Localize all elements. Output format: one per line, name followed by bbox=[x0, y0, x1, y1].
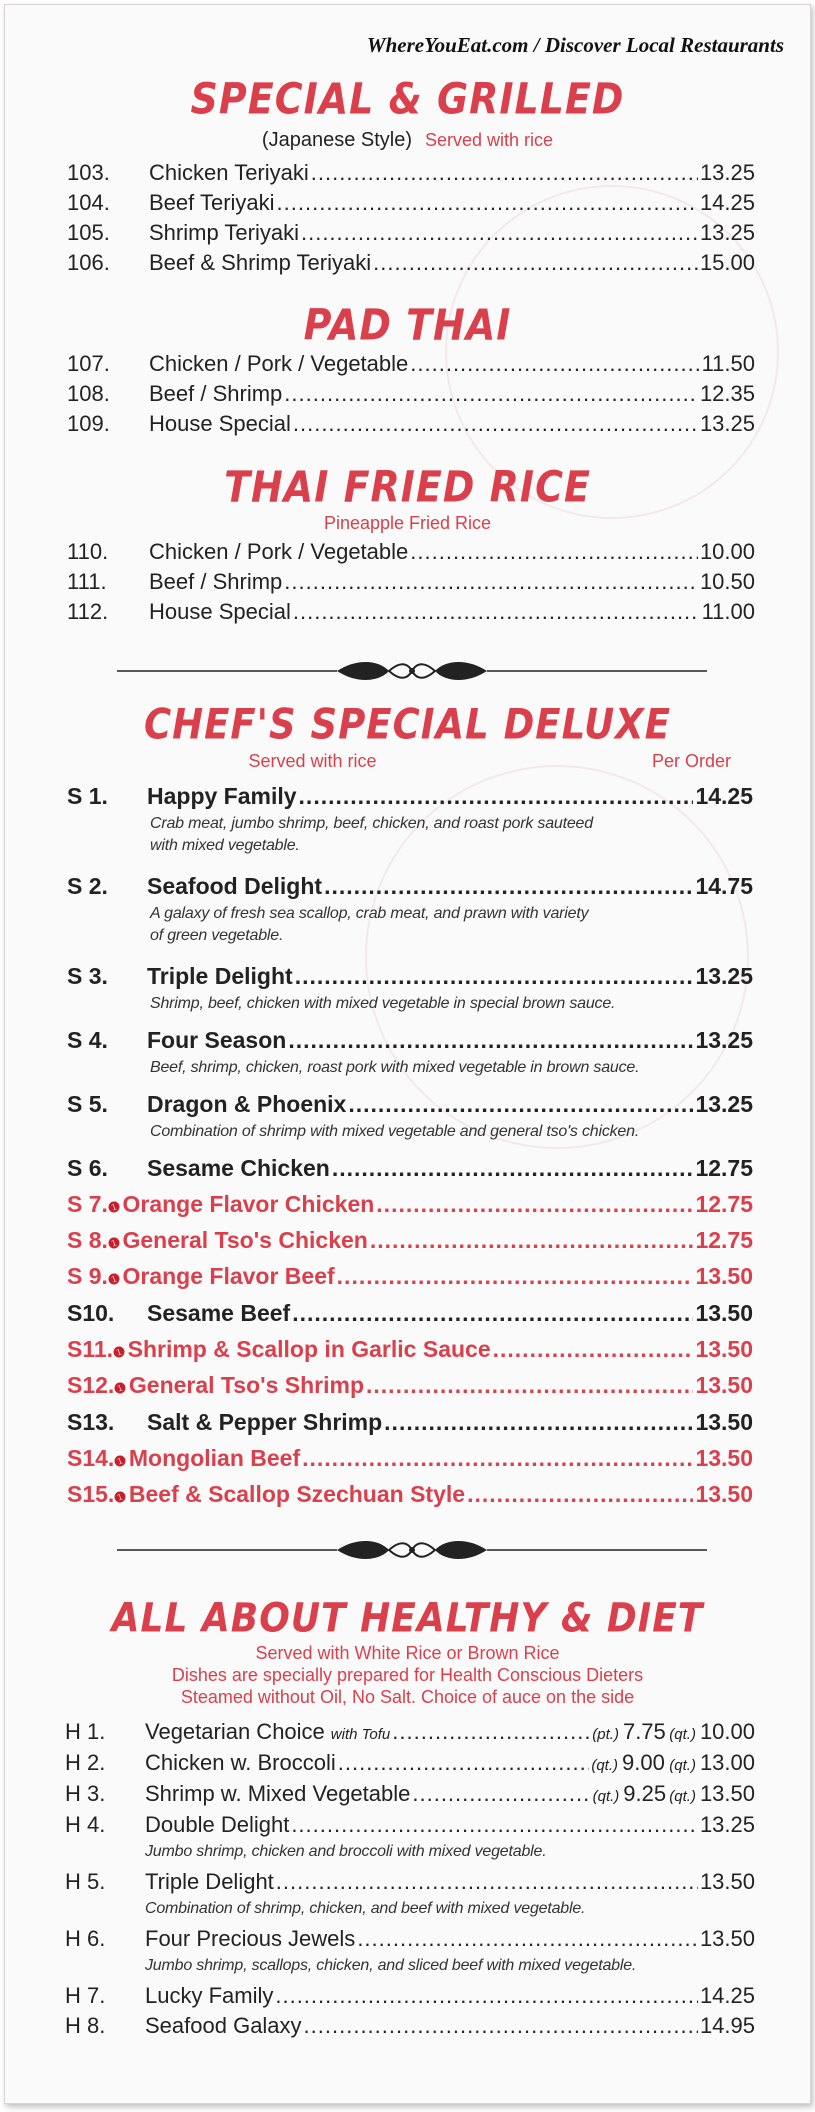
item-name: Beef / Shrimp bbox=[149, 569, 283, 594]
leader-dots bbox=[293, 411, 698, 437]
leader-dots bbox=[301, 220, 698, 246]
pint-label: (qt.) bbox=[592, 1788, 620, 1805]
menu-item[interactable] bbox=[67, 250, 755, 276]
item-number: 107. bbox=[67, 351, 110, 376]
item-price: 13.50 bbox=[695, 1372, 753, 1398]
item-number: S 5. bbox=[67, 1091, 108, 1117]
item-number: H 2. bbox=[65, 1750, 106, 1775]
japanese-style-label: (Japanese Style) bbox=[261, 129, 412, 151]
item-name: Orange Flavor Beef bbox=[122, 1263, 335, 1289]
leader-dots bbox=[410, 351, 699, 377]
menu-item[interactable] bbox=[67, 190, 755, 216]
item-price: 13.25 bbox=[699, 160, 755, 185]
item-number: S 3. bbox=[67, 963, 108, 989]
leader-dots bbox=[384, 1409, 693, 1436]
leader-dots bbox=[276, 1869, 698, 1895]
item-name: Salt & Pepper Shrimp bbox=[147, 1409, 383, 1435]
pint-price: 9.25 bbox=[623, 1781, 667, 1806]
leader-dots bbox=[493, 1336, 694, 1363]
menu-item[interactable] bbox=[65, 2013, 755, 2039]
menu-item[interactable] bbox=[67, 1409, 753, 1436]
menu-item[interactable] bbox=[65, 1926, 755, 1952]
item-name: Lucky Family bbox=[145, 1983, 274, 2008]
item-name: Shrimp w. Mixed Vegetable bbox=[145, 1781, 411, 1806]
leader-dots bbox=[311, 160, 698, 186]
item-number: S 8. bbox=[67, 1227, 108, 1253]
menu-item[interactable] bbox=[67, 873, 753, 900]
item-price: 14.75 bbox=[695, 873, 753, 899]
item-name: Double Delight bbox=[145, 1812, 290, 1837]
menu-item[interactable] bbox=[67, 599, 755, 625]
menu-item[interactable] bbox=[67, 963, 753, 990]
menu-item[interactable] bbox=[67, 160, 755, 186]
quart-label: (qt.) bbox=[669, 1726, 696, 1743]
item-number: S 2. bbox=[67, 873, 108, 899]
menu-page bbox=[4, 4, 811, 2104]
item-name: House Special bbox=[149, 411, 291, 436]
item-name: Happy Family bbox=[147, 783, 297, 809]
item-number: 108. bbox=[67, 381, 110, 406]
item-description: Combination of shrimp, chicken, and beef with mixed vegetable. bbox=[145, 1900, 586, 1917]
item-price: 13.50 bbox=[699, 1869, 755, 1894]
menu-item-spicy[interactable] bbox=[67, 1445, 753, 1472]
menu-item[interactable] bbox=[65, 1983, 755, 2009]
item-price: 12.75 bbox=[695, 1155, 753, 1181]
leader-dots bbox=[332, 1155, 694, 1182]
item-price: 13.50 bbox=[695, 1481, 753, 1507]
item-price: 13.50 bbox=[695, 1336, 753, 1362]
item-number: H 7. bbox=[65, 1983, 106, 2008]
menu-item[interactable] bbox=[67, 569, 755, 595]
leader-dots bbox=[302, 1445, 693, 1472]
item-price: 10.00 bbox=[699, 539, 755, 564]
item-price: 13.00 bbox=[699, 1750, 755, 1775]
leader-dots bbox=[299, 783, 694, 810]
healthy-note-line: Served with White Rice or Brown Rice bbox=[255, 1643, 560, 1663]
item-number: 104. bbox=[67, 190, 110, 215]
item-number: 109. bbox=[67, 411, 110, 436]
pint-price: 9.00 bbox=[622, 1750, 665, 1775]
item-name: General Tso's Shrimp bbox=[128, 1372, 365, 1398]
item-price: 14.25 bbox=[695, 783, 753, 809]
leader-dots bbox=[366, 1372, 693, 1399]
menu-item[interactable] bbox=[67, 1027, 753, 1054]
hot-pepper-icon: ❶ bbox=[110, 1342, 128, 1362]
leader-dots bbox=[291, 1812, 698, 1838]
chefs-served-with-rice: Served with rice bbox=[248, 751, 377, 771]
item-price: 10.50 bbox=[699, 569, 755, 594]
item-price: 13.50 bbox=[699, 1781, 755, 1806]
item-description bbox=[150, 813, 593, 857]
item-price: 12.35 bbox=[699, 381, 755, 406]
leader-dots bbox=[412, 1781, 590, 1807]
leader-dots bbox=[357, 1926, 698, 1952]
pint-price: 7.75 bbox=[622, 1719, 666, 1744]
leader-dots bbox=[467, 1481, 693, 1508]
leader-dots bbox=[392, 1719, 590, 1745]
hot-pepper-icon: ❶ bbox=[111, 1487, 130, 1507]
description-line: A galaxy of fresh sea scallop, crab meat, and prawn with variety bbox=[150, 905, 589, 922]
item-price: 14.25 bbox=[699, 1983, 755, 2008]
item-name: Four Season bbox=[147, 1027, 287, 1053]
item-price: 12.75 bbox=[695, 1227, 753, 1253]
item-name: Beef Teriyaki bbox=[149, 190, 275, 215]
item-name: Four Precious Jewels bbox=[145, 1926, 356, 1951]
item-number: S15. bbox=[67, 1481, 115, 1507]
item-price: 12.75 bbox=[695, 1191, 753, 1217]
item-price: 13.50 bbox=[699, 1926, 755, 1951]
menu-item-spicy[interactable] bbox=[67, 1481, 753, 1508]
item-number: 103. bbox=[67, 160, 110, 185]
leader-dots bbox=[338, 1750, 590, 1776]
hot-pepper-icon: ❶ bbox=[105, 1233, 123, 1253]
menu-item[interactable] bbox=[67, 220, 755, 246]
item-name: Mongolian Beef bbox=[128, 1445, 301, 1471]
leader-dots bbox=[376, 1191, 693, 1218]
item-price: 13.25 bbox=[699, 411, 755, 436]
menu-item[interactable] bbox=[65, 1869, 755, 1895]
item-number: 112. bbox=[67, 599, 109, 624]
leader-dots bbox=[284, 381, 698, 407]
item-name: Seafood Delight bbox=[147, 873, 323, 899]
item-name: Vegetarian Choice bbox=[145, 1719, 325, 1744]
healthy-note-line: Steamed without Oil, No Salt. Choice of auce on the side bbox=[180, 1687, 635, 1707]
quart-label: (qt.) bbox=[669, 1757, 696, 1774]
ornament-divider bbox=[117, 656, 707, 686]
item-price: 13.50 bbox=[695, 1263, 753, 1289]
leader-dots bbox=[284, 569, 698, 595]
menu-item-spicy[interactable] bbox=[67, 1372, 753, 1399]
leader-dots bbox=[288, 1027, 693, 1054]
leader-dots bbox=[295, 963, 694, 990]
item-number: S12. bbox=[67, 1372, 115, 1398]
item-price: 14.95 bbox=[699, 2013, 755, 2038]
item-price: 13.50 bbox=[695, 1445, 753, 1471]
item-number: H 1. bbox=[65, 1719, 106, 1744]
item-number: S10. bbox=[67, 1300, 115, 1326]
section-title-pad-thai: PAD THAI bbox=[303, 300, 512, 350]
ornament-divider bbox=[117, 1535, 707, 1565]
item-name: Triple Delight bbox=[145, 1869, 274, 1894]
item-number: H 3. bbox=[65, 1781, 106, 1806]
item-name: Chicken w. Broccoli bbox=[145, 1750, 336, 1775]
item-number: S 7. bbox=[67, 1191, 108, 1217]
item-description bbox=[150, 903, 588, 947]
item-price: 13.50 bbox=[695, 1409, 753, 1435]
item-description: Beef, shrimp, chicken, roast pork with mixed vegetable in brown sauce. bbox=[150, 1059, 640, 1076]
menu-item[interactable] bbox=[67, 1155, 753, 1182]
item-number: S14. bbox=[67, 1445, 115, 1471]
item-number: H 5. bbox=[65, 1869, 106, 1894]
hot-pepper-icon: ❶ bbox=[105, 1269, 123, 1289]
menu-item[interactable] bbox=[67, 411, 755, 437]
healthy-note-line: Dishes are specially prepared for Health Conscious Dieters bbox=[171, 1665, 644, 1685]
item-number: H 4. bbox=[65, 1812, 106, 1837]
item-description: Jumbo shrimp, scallops, chicken, and sliced beef with mixed vegetable. bbox=[145, 1957, 637, 1974]
hot-pepper-icon: ❶ bbox=[111, 1378, 130, 1398]
menu-item[interactable] bbox=[65, 1719, 755, 1745]
leader-dots bbox=[304, 2013, 698, 2039]
menu-item[interactable] bbox=[67, 1300, 753, 1327]
leader-dots bbox=[348, 1091, 693, 1118]
item-name: Sesame Chicken bbox=[147, 1155, 330, 1181]
pineapple-fried-rice-note: Pineapple Fried Rice bbox=[323, 513, 492, 533]
item-number: S 1. bbox=[67, 783, 108, 809]
item-number: H 6. bbox=[65, 1926, 106, 1951]
item-name: Chicken / Pork / Vegetable bbox=[149, 539, 409, 564]
leader-dots bbox=[277, 190, 698, 216]
item-number: S11. bbox=[67, 1336, 114, 1362]
item-price: 13.25 bbox=[695, 1027, 753, 1053]
per-order-label: Per Order bbox=[652, 751, 732, 771]
item-price: 13.25 bbox=[699, 1812, 755, 1837]
item-description: Jumbo shrimp, chicken and broccoli with mixed vegetable. bbox=[145, 1843, 547, 1860]
item-price: 10.00 bbox=[699, 1719, 755, 1744]
item-name: Beef & Shrimp Teriyaki bbox=[149, 250, 372, 275]
item-price: 15.00 bbox=[699, 250, 755, 275]
menu-item[interactable] bbox=[65, 1750, 755, 1776]
item-number: S 6. bbox=[67, 1155, 108, 1181]
menu-item[interactable] bbox=[67, 783, 753, 810]
item-name: Chicken / Pork / Vegetable bbox=[149, 351, 409, 376]
hot-pepper-icon: ❶ bbox=[111, 1451, 130, 1471]
item-name: Shrimp Teriyaki bbox=[149, 220, 299, 245]
item-name: Orange Flavor Chicken bbox=[122, 1191, 375, 1217]
menu-item[interactable] bbox=[67, 1091, 753, 1118]
item-price: 13.25 bbox=[699, 220, 755, 245]
item-extra: with Tofu bbox=[330, 1726, 391, 1743]
item-name: General Tso's Chicken bbox=[122, 1227, 368, 1253]
pint-label: (qt.) bbox=[591, 1757, 619, 1774]
item-price: 13.25 bbox=[695, 1091, 753, 1117]
leader-dots bbox=[293, 599, 700, 625]
section-title-chefs-special: CHEF'S SPECIAL DELUXE bbox=[144, 700, 671, 749]
item-price: 14.25 bbox=[699, 190, 755, 215]
served-with-rice-note: Served with rice bbox=[425, 130, 554, 150]
leader-dots bbox=[324, 873, 693, 900]
item-name: Seafood Galaxy bbox=[145, 2013, 302, 2038]
leader-dots bbox=[275, 1983, 698, 2009]
item-number: 106. bbox=[67, 250, 110, 275]
leader-dots bbox=[410, 539, 698, 565]
description-line: of green vegetable. bbox=[150, 927, 284, 944]
item-price: 13.50 bbox=[695, 1300, 753, 1326]
item-name: Dragon & Phoenix bbox=[147, 1091, 347, 1117]
hot-pepper-icon: ❶ bbox=[105, 1197, 123, 1217]
item-number: S13. bbox=[67, 1409, 115, 1435]
item-number: S 9. bbox=[67, 1263, 108, 1289]
menu-item-spicy[interactable] bbox=[67, 1227, 753, 1254]
section-title-special-grilled: SPECIAL & GRILLED bbox=[190, 74, 625, 124]
menu-item-spicy[interactable] bbox=[67, 1336, 753, 1363]
item-number: 111. bbox=[67, 569, 107, 594]
site-header[interactable]: WhereYouEat.com / Discover Local Restaurants bbox=[366, 33, 784, 57]
menu-item[interactable] bbox=[65, 1781, 755, 1807]
menu-item[interactable] bbox=[67, 539, 755, 565]
special-grilled-subtitle bbox=[5, 129, 810, 152]
item-name: Shrimp & Scallop in Garlic Sauce bbox=[127, 1336, 491, 1362]
quart-label: (qt.) bbox=[669, 1788, 696, 1805]
pint-label: (pt.) bbox=[592, 1726, 619, 1743]
item-number: 110. bbox=[67, 539, 109, 564]
description-line: with mixed vegetable. bbox=[150, 837, 300, 854]
item-name: Chicken Teriyaki bbox=[149, 160, 309, 185]
menu-item[interactable] bbox=[67, 381, 755, 407]
item-name: Beef & Scallop Szechuan Style bbox=[128, 1481, 466, 1507]
item-description: Shrimp, beef, chicken with mixed vegetable in special brown sauce. bbox=[150, 995, 616, 1012]
section-title-healthy-diet: ALL ABOUT HEALTHY & DIET bbox=[111, 1595, 704, 1642]
item-name: Sesame Beef bbox=[147, 1300, 291, 1326]
item-price: 13.25 bbox=[695, 963, 753, 989]
item-number: H 8. bbox=[65, 2013, 106, 2038]
leader-dots bbox=[292, 1300, 693, 1327]
menu-item[interactable] bbox=[67, 351, 755, 377]
description-line: Crab meat, jumbo shrimp, beef, chicken, and roast pork sauteed bbox=[150, 815, 593, 832]
leader-dots bbox=[370, 1227, 694, 1254]
item-number: 105. bbox=[67, 220, 110, 245]
item-price: 11.00 bbox=[701, 599, 755, 624]
menu-item-spicy[interactable] bbox=[67, 1191, 753, 1218]
item-name: House Special bbox=[149, 599, 291, 624]
item-name: Triple Delight bbox=[147, 963, 293, 989]
leader-dots bbox=[337, 1263, 694, 1290]
menu-item-spicy[interactable] bbox=[67, 1263, 753, 1290]
item-description: Combination of shrimp with mixed vegetable and general tso's chicken. bbox=[150, 1123, 640, 1140]
item-name: Beef / Shrimp bbox=[149, 381, 283, 406]
item-price: 11.50 bbox=[701, 351, 755, 376]
menu-item[interactable] bbox=[65, 1812, 755, 1838]
item-number: S 4. bbox=[67, 1027, 108, 1053]
section-title-thai-fried-rice: THAI FRIED RICE bbox=[224, 462, 591, 512]
leader-dots bbox=[373, 250, 698, 276]
